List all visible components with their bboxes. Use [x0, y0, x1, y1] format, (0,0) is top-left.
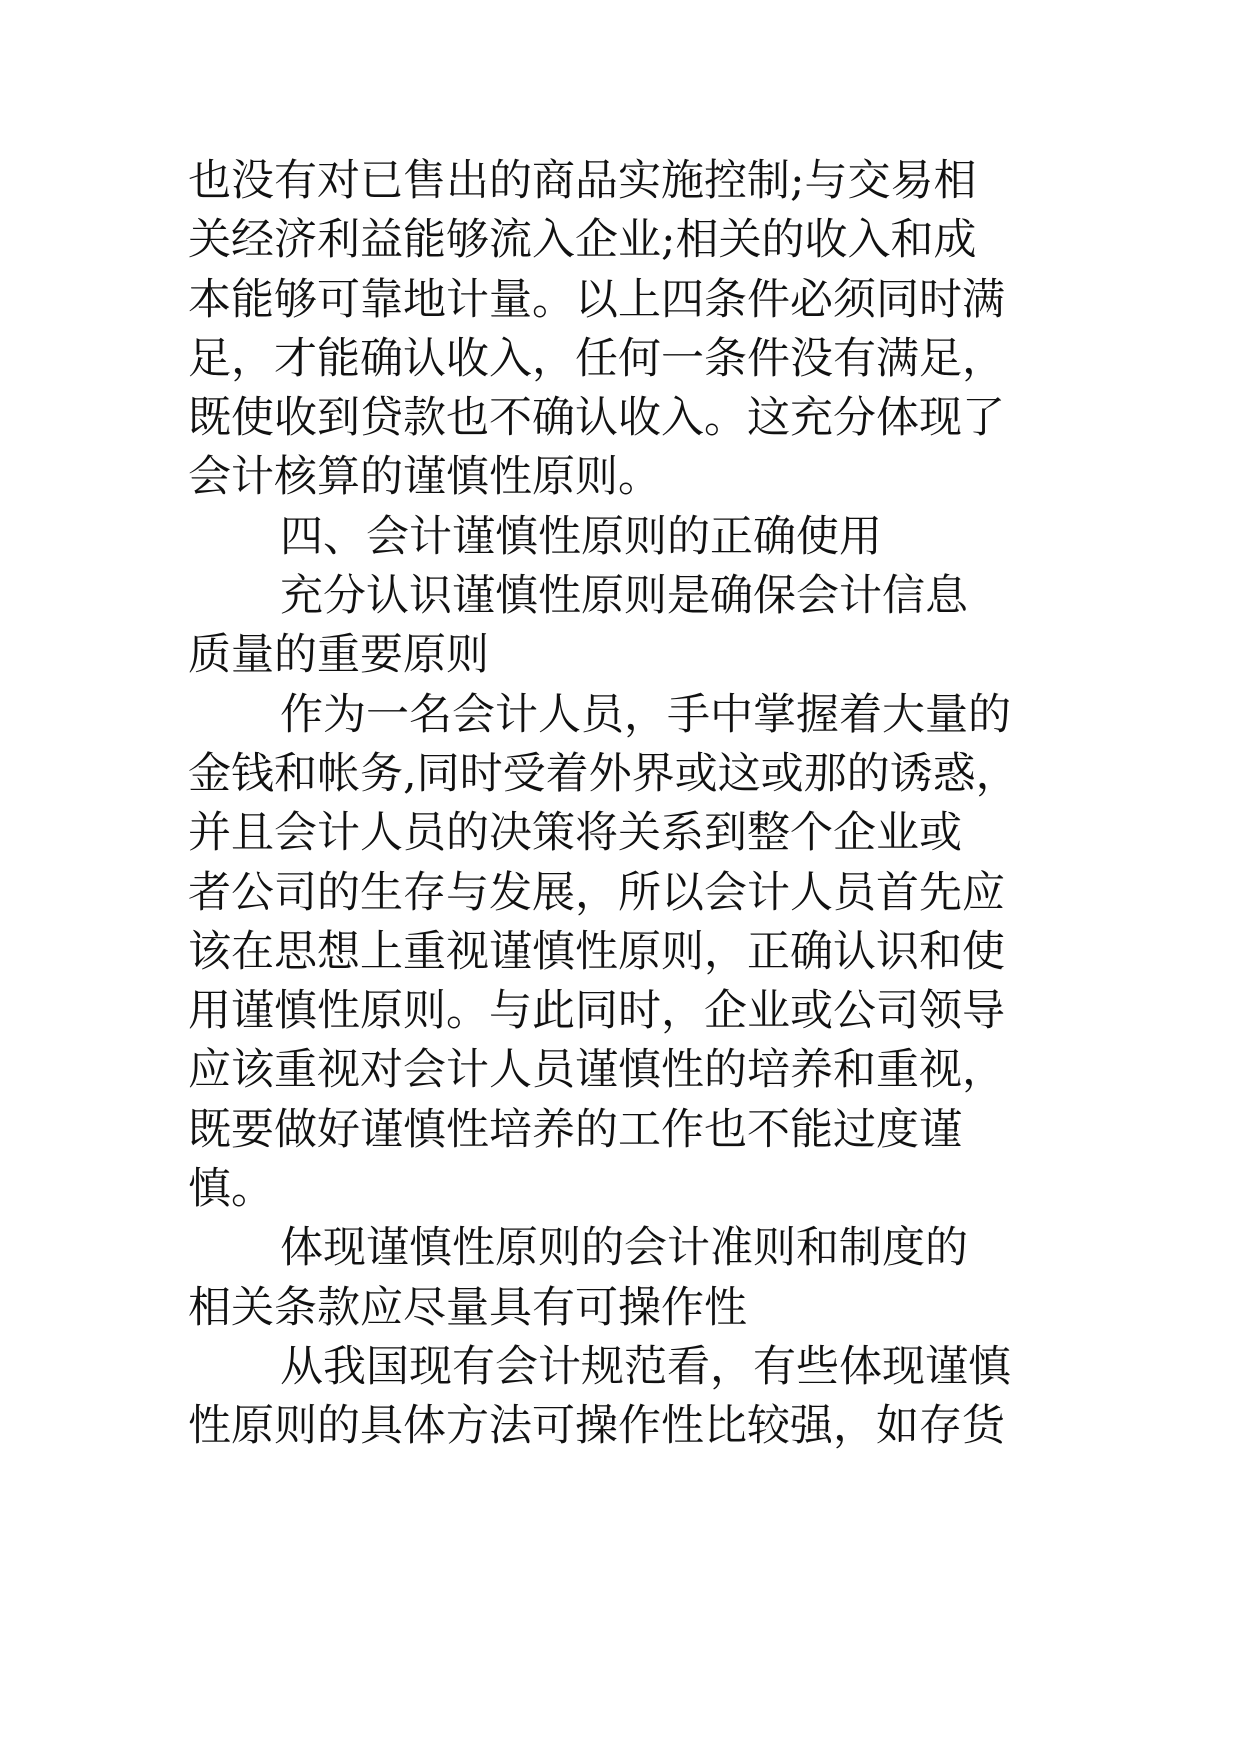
- section-heading: 四、会计谨慎性原则的正确使用: [280, 511, 882, 562]
- text-line: 本能够可靠地计量。以上四条件必须同时满: [188, 274, 1005, 325]
- text-line: 从我国现有会计规范看，有些体现谨慎: [280, 1341, 1011, 1392]
- text-line: 该在思想上重视谨慎性原则，正确认识和使: [188, 926, 1005, 977]
- text-line: 性原则的具体方法可操作性比较强，如存货: [188, 1401, 1005, 1452]
- text-line: 慎。: [188, 1164, 274, 1215]
- text-line: 作为一名会计人员，手中掌握着大量的: [280, 689, 1011, 740]
- text-line: 既使收到贷款也不确认收入。这充分体现了: [188, 393, 1005, 444]
- text-line: 既要做好谨慎性培养的工作也不能过度谨: [188, 1104, 962, 1155]
- body-text: [188, 152, 1088, 1457]
- subheading-line: 质量的重要原则: [188, 630, 489, 681]
- text-line: 足，才能确认收入，任何一条件没有满足，: [188, 333, 1005, 384]
- text-line: 并且会计人员的决策将关系到整个企业或: [188, 808, 962, 859]
- subheading-line: 充分认识谨慎性原则是确保会计信息: [280, 571, 968, 622]
- subheading-line: 体现谨慎性原则的会计准则和制度的: [280, 1223, 968, 1274]
- text-line: 也没有对已售出的商品实施控制;与交易相: [188, 156, 977, 206]
- text-line: 者公司的生存与发展，所以会计人员首先应: [188, 867, 1005, 918]
- text-line: 金钱和帐务,同时受着外界或这或那的诱惑，: [188, 748, 1019, 799]
- text-line: 会计核算的谨慎性原则。: [188, 452, 661, 503]
- text-line: 应该重视对会计人员谨慎性的培养和重视，: [188, 1045, 1005, 1096]
- subheading-line: 相关条款应尽量具有可操作性: [188, 1282, 747, 1333]
- text-line: 用谨慎性原则。与此同时，企业或公司领导: [188, 986, 1005, 1037]
- text-line: 关经济利益能够流入企业;相关的收入和成: [188, 215, 977, 266]
